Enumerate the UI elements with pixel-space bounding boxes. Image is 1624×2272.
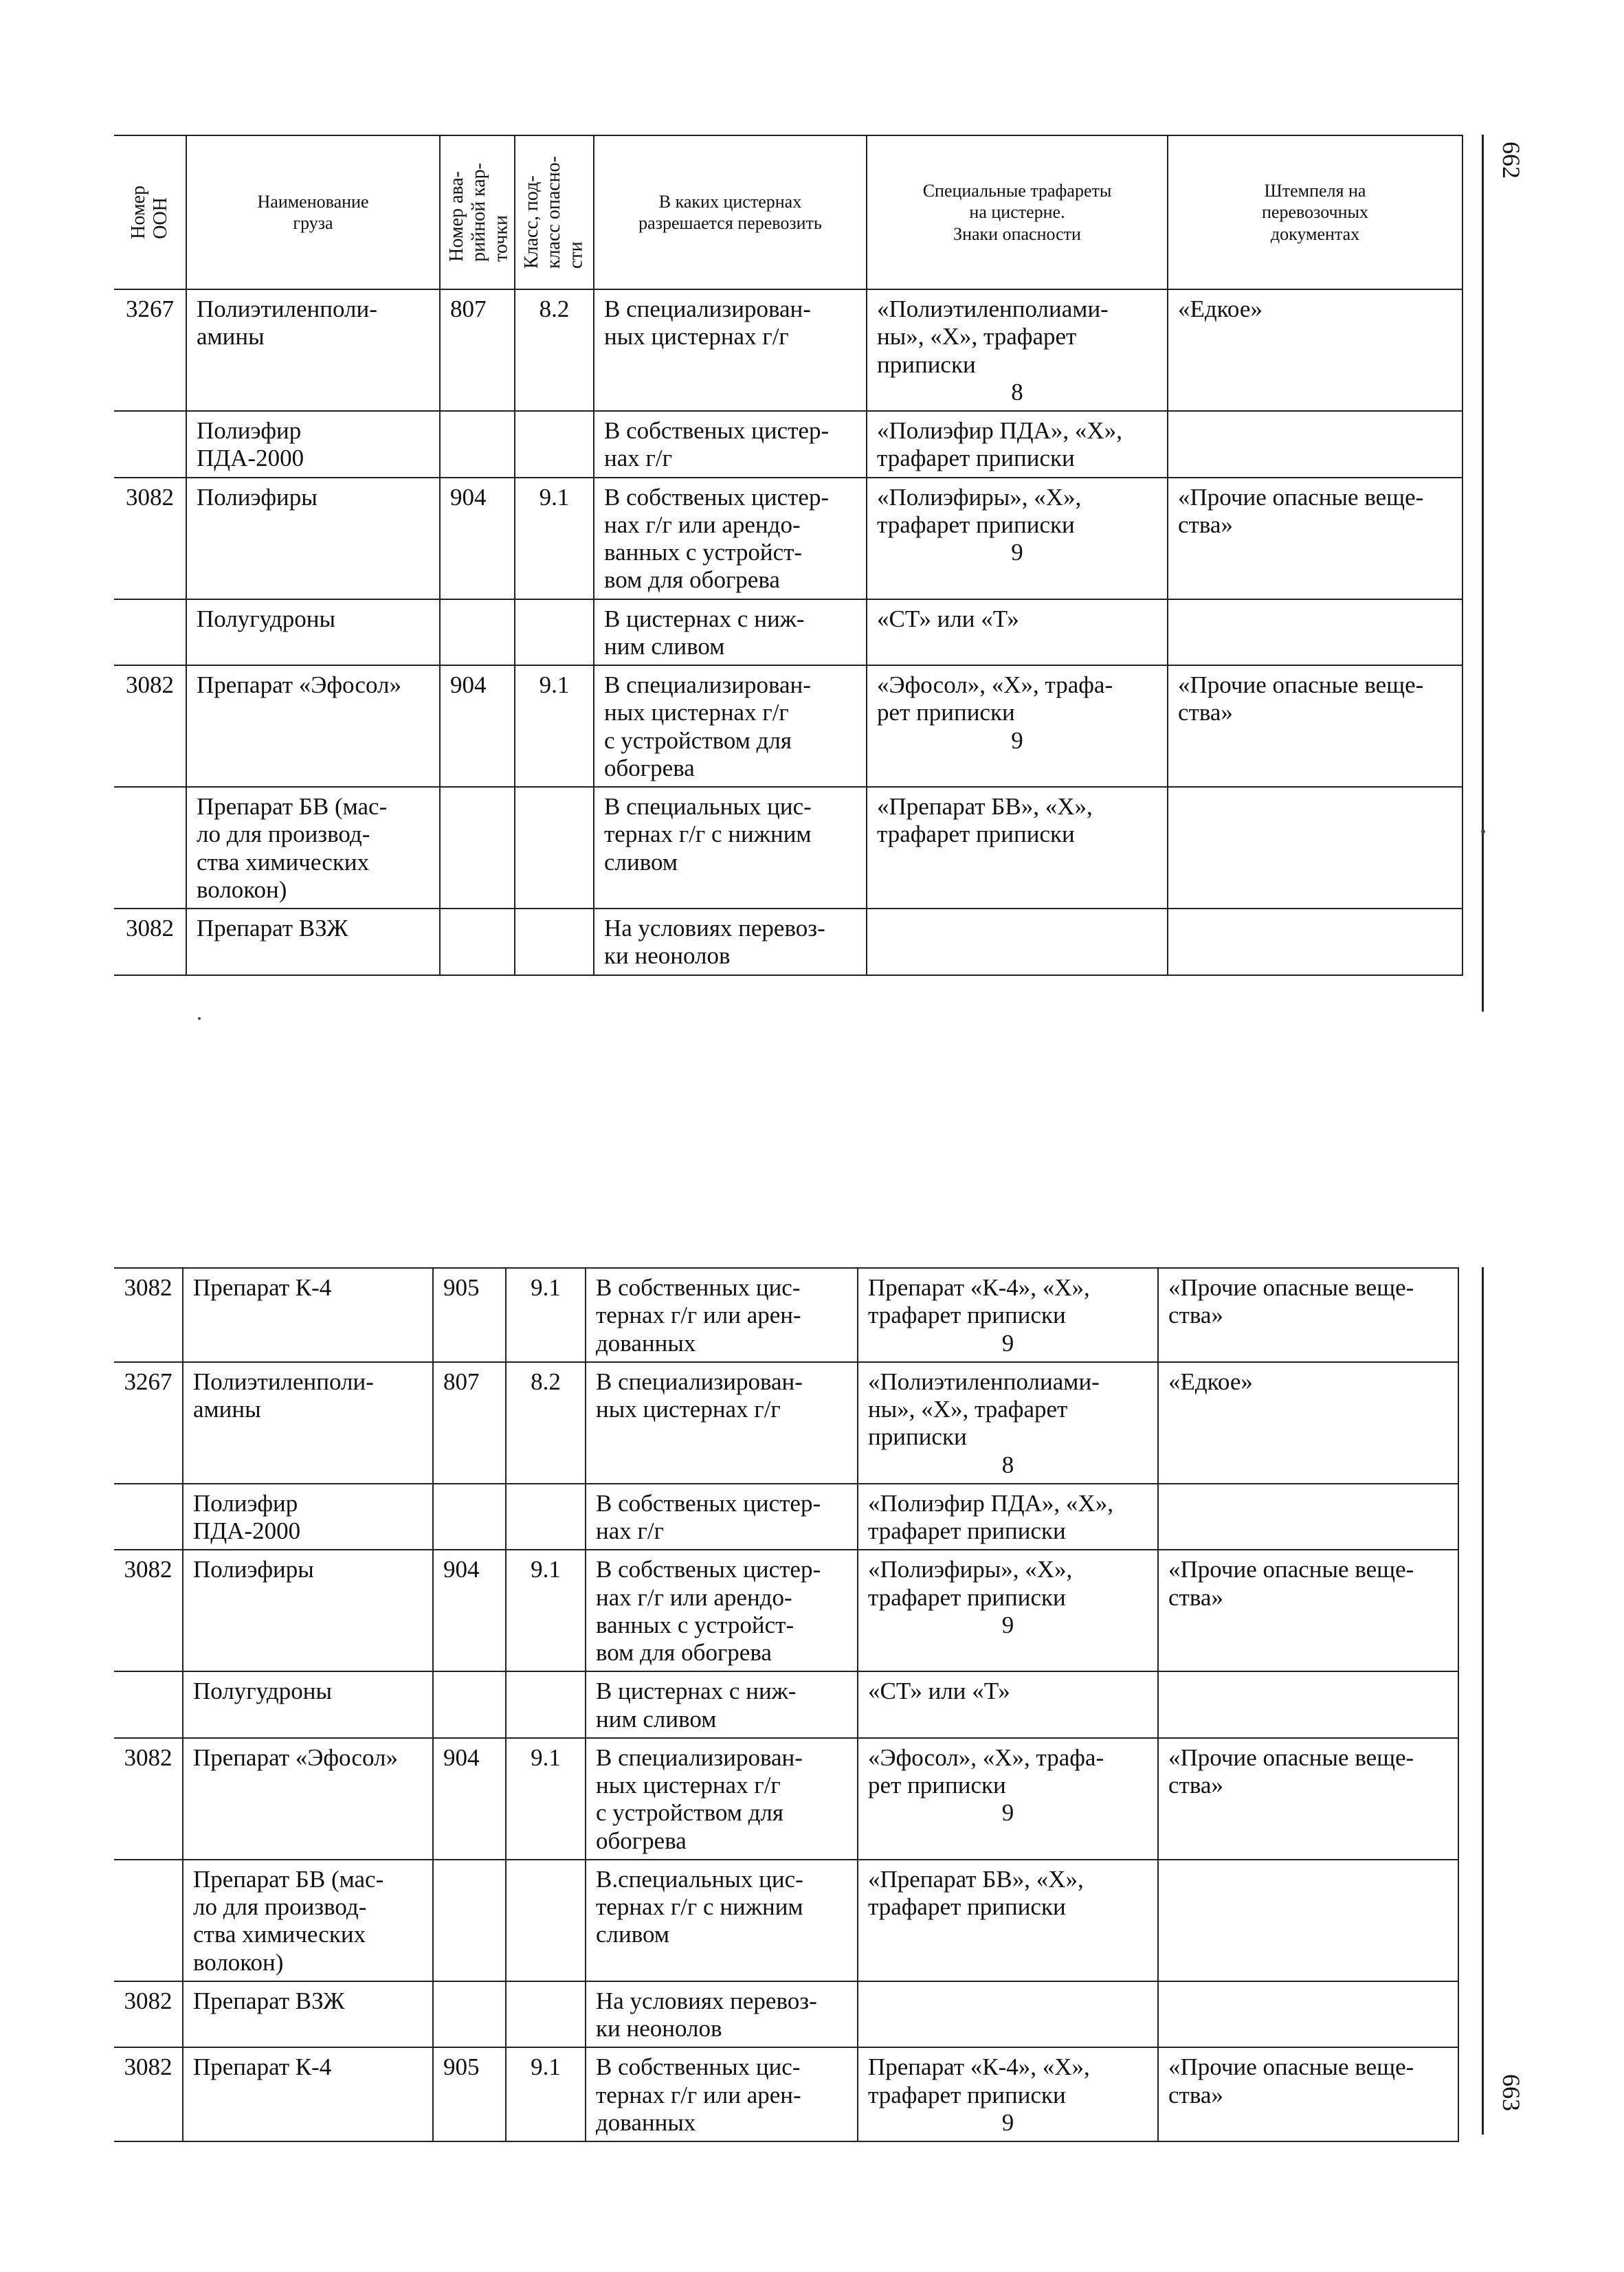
- stamp-cell: «Едкое»: [1168, 289, 1462, 411]
- cargo-name-cell: Полиэфир ПДА-2000: [183, 1484, 433, 1550]
- un-number-cell: [114, 787, 186, 909]
- hazard-sign-number: 8: [1001, 1451, 1014, 1478]
- tanks-cell: В цистернах с ниж- ним сливом: [594, 599, 867, 666]
- table-row: [114, 1738, 1458, 1860]
- hazard-class-cell: 9.1: [506, 2047, 586, 2141]
- stencil-text: «Полиэфиры», «Х», трафарет приписки: [877, 483, 1082, 538]
- hazard-sign-number: 9: [1001, 1329, 1014, 1357]
- stamp-cell: [1158, 1671, 1458, 1738]
- table-row: [114, 1484, 1458, 1550]
- emergency-card-cell: [433, 1981, 506, 2048]
- stamp-cell: [1168, 599, 1462, 666]
- hazard-class-cell: [515, 787, 594, 909]
- stencil-text: «Эфосол», «Х», трафа- рет приписки: [877, 671, 1113, 726]
- hazard-class-cell: [506, 1671, 586, 1738]
- stencil-cell: [867, 665, 1168, 787]
- stencil-text: Препарат «К-4», «Х», трафарет приписки: [868, 1274, 1090, 1329]
- cargo-name-cell: Препарат К-4: [183, 2047, 433, 2141]
- un-number-cell: 3082: [114, 478, 186, 599]
- tanks-cell: В собственых цистер- нах г/г или арендо- ванных с устройст- вом для обогрева: [586, 1550, 858, 1671]
- stencil-text: «Полиэфиры», «Х», трафарет приписки: [868, 1556, 1073, 1611]
- header-cargo-name: Наименование груза: [186, 135, 440, 289]
- stencil-cell: [867, 478, 1168, 599]
- table-row: [114, 289, 1462, 411]
- emergency-card-cell: [433, 1860, 506, 1981]
- cargo-name-cell: Препарат ВЗЖ: [183, 1981, 433, 2048]
- cargo-name-cell: Препарат «Эфосол»: [183, 1738, 433, 1860]
- emergency-card-cell: [440, 411, 515, 478]
- table-row: [114, 1362, 1458, 1484]
- stencil-cell: [858, 1550, 1158, 1671]
- cargo-name-cell: Полиэфиры: [186, 478, 440, 599]
- un-number-cell: 3267: [114, 1362, 183, 1484]
- tanks-cell: В специализирован- ных цистернах г/г: [586, 1362, 858, 1484]
- cargo-name-cell: Полиэфиры: [183, 1550, 433, 1671]
- scan-speck: [1481, 829, 1485, 834]
- stamp-cell: [1168, 909, 1462, 975]
- stamp-cell: «Прочие опасные веще- ства»: [1168, 478, 1462, 599]
- hazard-class-cell: [515, 599, 594, 666]
- table-header-row: [114, 135, 1462, 289]
- hazard-sign-number: 9: [1011, 726, 1023, 754]
- un-number-cell: 3082: [114, 1981, 183, 2048]
- tanks-cell: В специальных цис- тернах г/г с нижним сливом: [594, 787, 867, 909]
- stencil-text: «Препарат БВ», «Х», трафарет приписки: [868, 1865, 1084, 1920]
- un-number-cell: 3082: [114, 1268, 183, 1362]
- header-un-number: Номер ООН: [114, 135, 186, 289]
- un-number-cell: [114, 411, 186, 478]
- tanks-cell: В собственных цис- тернах г/г или арен- дованных: [586, 2047, 858, 2141]
- stencil-text: «Полиэфир ПДА», «Х», трафарет приписки: [868, 1489, 1113, 1544]
- stencil-cell: [867, 787, 1168, 909]
- cargo-name-cell: Препарат БВ (мас- ло для производ- ства химических волокон): [186, 787, 440, 909]
- hazard-sign-number: 9: [1001, 1799, 1014, 1827]
- hazard-class-cell: [506, 1484, 586, 1550]
- stamp-cell: [1168, 411, 1462, 478]
- un-number-cell: 3082: [114, 909, 186, 975]
- tanks-cell: На условиях перевоз- ки неонолов: [594, 909, 867, 975]
- page-number-bottom: 663: [1498, 2074, 1525, 2111]
- un-number-cell: 3082: [114, 665, 186, 787]
- emergency-card-cell: 905: [433, 2047, 506, 2141]
- stamp-cell: «Прочие опасные веще- ства»: [1158, 2047, 1458, 2141]
- page-number-top: 662: [1498, 142, 1525, 179]
- stencil-cell: [867, 909, 1168, 975]
- header-hazard-class: Класс, под- класс опасно- сти: [515, 135, 594, 289]
- un-number-cell: [114, 1484, 183, 1550]
- table-row: [114, 478, 1462, 599]
- cargo-name-cell: Полиэтиленполи- амины: [183, 1362, 433, 1484]
- hazard-sign-number: 9: [1011, 539, 1023, 566]
- un-number-cell: [114, 1860, 183, 1981]
- tanks-cell: В собственых цистер- нах г/г или арендо- ванных с устройст- вом для обогрева: [594, 478, 867, 599]
- tanks-cell: В специализирован- ных цистернах г/г: [594, 289, 867, 411]
- header-tanks: В каких цистернах разрешается перевозить: [594, 135, 867, 289]
- hazard-class-cell: [515, 411, 594, 478]
- emergency-card-cell: [440, 909, 515, 975]
- hazard-class-cell: [506, 1860, 586, 1981]
- cargo-name-cell: Препарат «Эфосол»: [186, 665, 440, 787]
- un-number-cell: 3267: [114, 289, 186, 411]
- table-row: [114, 599, 1462, 666]
- right-margin-line-top: [1482, 135, 1484, 1012]
- hazard-class-cell: 9.1: [506, 1738, 586, 1860]
- cargo-name-cell: Полиэтиленполи- амины: [186, 289, 440, 411]
- hazard-sign-number: 9: [1001, 1611, 1014, 1638]
- stencil-text: «Полиэтиленполиами- ны», «Х», трафарет приписки: [868, 1368, 1100, 1451]
- un-number-cell: 3082: [114, 1738, 183, 1860]
- right-margin-line-bottom: [1482, 1267, 1484, 2135]
- stamp-cell: [1168, 787, 1462, 909]
- table-row: [114, 1981, 1458, 2048]
- scan-speck: [198, 1017, 201, 1020]
- emergency-card-cell: 904: [440, 478, 515, 599]
- stamp-cell: «Прочие опасные веще- ства»: [1168, 665, 1462, 787]
- tanks-cell: В специализирован- ных цистернах г/г с устройством для обогрева: [586, 1738, 858, 1860]
- stencil-cell: [867, 411, 1168, 478]
- emergency-card-cell: 807: [433, 1362, 506, 1484]
- stencil-cell: [867, 599, 1168, 666]
- table-row: [114, 665, 1462, 787]
- un-number-cell: [114, 599, 186, 666]
- stamp-cell: [1158, 1981, 1458, 2048]
- header-stamps: Штемпеля на перевозочных документах: [1168, 135, 1462, 289]
- emergency-card-cell: 904: [433, 1550, 506, 1671]
- cargo-name-cell: Полугудроны: [183, 1671, 433, 1738]
- stencil-text: «Полиэтиленполиами- ны», «Х», трафарет приписки: [877, 296, 1109, 378]
- tanks-cell: В собственных цис- тернах г/г или арен- дованных: [586, 1268, 858, 1362]
- stencil-cell: [858, 1671, 1158, 1738]
- tanks-cell: На условиях перевоз- ки неонолов: [586, 1981, 858, 2048]
- stamp-cell: «Прочие опасные веще- ства»: [1158, 1268, 1458, 1362]
- un-number-cell: [114, 1671, 183, 1738]
- table-row: [114, 787, 1462, 909]
- table-row: [114, 1671, 1458, 1738]
- cargo-name-cell: Препарат ВЗЖ: [186, 909, 440, 975]
- hazard-class-cell: 9.1: [515, 665, 594, 787]
- emergency-card-cell: 807: [440, 289, 515, 411]
- cargo-name-cell: Препарат К-4: [183, 1268, 433, 1362]
- emergency-card-cell: [433, 1671, 506, 1738]
- hazard-class-cell: [515, 909, 594, 975]
- emergency-card-cell: 904: [433, 1738, 506, 1860]
- stamp-cell: [1158, 1484, 1458, 1550]
- table-row: [114, 909, 1462, 975]
- hazard-class-cell: 9.1: [506, 1550, 586, 1671]
- stencil-text: «Полиэфир ПДА», «Х», трафарет приписки: [877, 417, 1122, 472]
- emergency-card-cell: 905: [433, 1268, 506, 1362]
- stamp-cell: [1158, 1860, 1458, 1981]
- tanks-cell: В цистернах с ниж- ним сливом: [586, 1671, 858, 1738]
- header-stencils: Специальные трафареты на цистерне. Знаки опасности: [867, 135, 1168, 289]
- emergency-card-cell: [440, 787, 515, 909]
- stencil-cell: [858, 1860, 1158, 1981]
- stamp-cell: «Едкое»: [1158, 1362, 1458, 1484]
- hazard-class-cell: 9.1: [506, 1268, 586, 1362]
- tanks-cell: В специализирован- ных цистернах г/г с устройством для обогрева: [594, 665, 867, 787]
- stencil-cell: [858, 2047, 1158, 2141]
- hazard-class-cell: [506, 1981, 586, 2048]
- stencil-text: «СТ» или «Т»: [877, 605, 1019, 632]
- cargo-name-cell: Полиэфир ПДА-2000: [186, 411, 440, 478]
- table-row: [114, 1860, 1458, 1981]
- cargo-name-cell: Препарат БВ (мас- ло для производ- ства химических волокон): [183, 1860, 433, 1981]
- header-emergency-card: Номер ава- рийной кар- точки: [440, 135, 515, 289]
- stamp-cell: «Прочие опасные веще- ства»: [1158, 1550, 1458, 1671]
- un-number-cell: 3082: [114, 2047, 183, 2141]
- stencil-cell: [858, 1362, 1158, 1484]
- table-row: [114, 411, 1462, 478]
- hazard-sign-number: 8: [1011, 378, 1023, 405]
- hazard-class-cell: 8.2: [515, 289, 594, 411]
- hazard-sign-number: 9: [1001, 2108, 1014, 2136]
- tanks-cell: В собственых цистер- нах г/г: [594, 411, 867, 478]
- emergency-card-cell: [433, 1484, 506, 1550]
- tanks-cell: В.специальных цис- тернах г/г с нижним сливом: [586, 1860, 858, 1981]
- table-row: [114, 2047, 1458, 2141]
- un-number-cell: 3082: [114, 1550, 183, 1671]
- cargo-table-bottom: [114, 1267, 1459, 2142]
- tanks-cell: В собственых цистер- нах г/г: [586, 1484, 858, 1550]
- hazard-class-cell: 8.2: [506, 1362, 586, 1484]
- stamp-cell: «Прочие опасные веще- ства»: [1158, 1738, 1458, 1860]
- stencil-cell: [858, 1484, 1158, 1550]
- stencil-cell: [867, 289, 1168, 411]
- table-row: [114, 1550, 1458, 1671]
- table-row: [114, 1268, 1458, 1362]
- stencil-text: «Препарат БВ», «Х», трафарет приписки: [877, 793, 1093, 848]
- stencil-cell: [858, 1738, 1158, 1860]
- hazard-class-cell: 9.1: [515, 478, 594, 599]
- stencil-text: «СТ» или «Т»: [868, 1678, 1010, 1705]
- emergency-card-cell: [440, 599, 515, 666]
- stencil-text: Препарат «К-4», «Х», трафарет приписки: [868, 2053, 1090, 2108]
- cargo-name-cell: Полугудроны: [186, 599, 440, 666]
- stencil-cell: [858, 1981, 1158, 2048]
- stencil-cell: [858, 1268, 1158, 1362]
- emergency-card-cell: 904: [440, 665, 515, 787]
- stencil-text: «Эфосол», «Х», трафа- рет приписки: [868, 1744, 1104, 1798]
- cargo-table-top: [114, 135, 1463, 976]
